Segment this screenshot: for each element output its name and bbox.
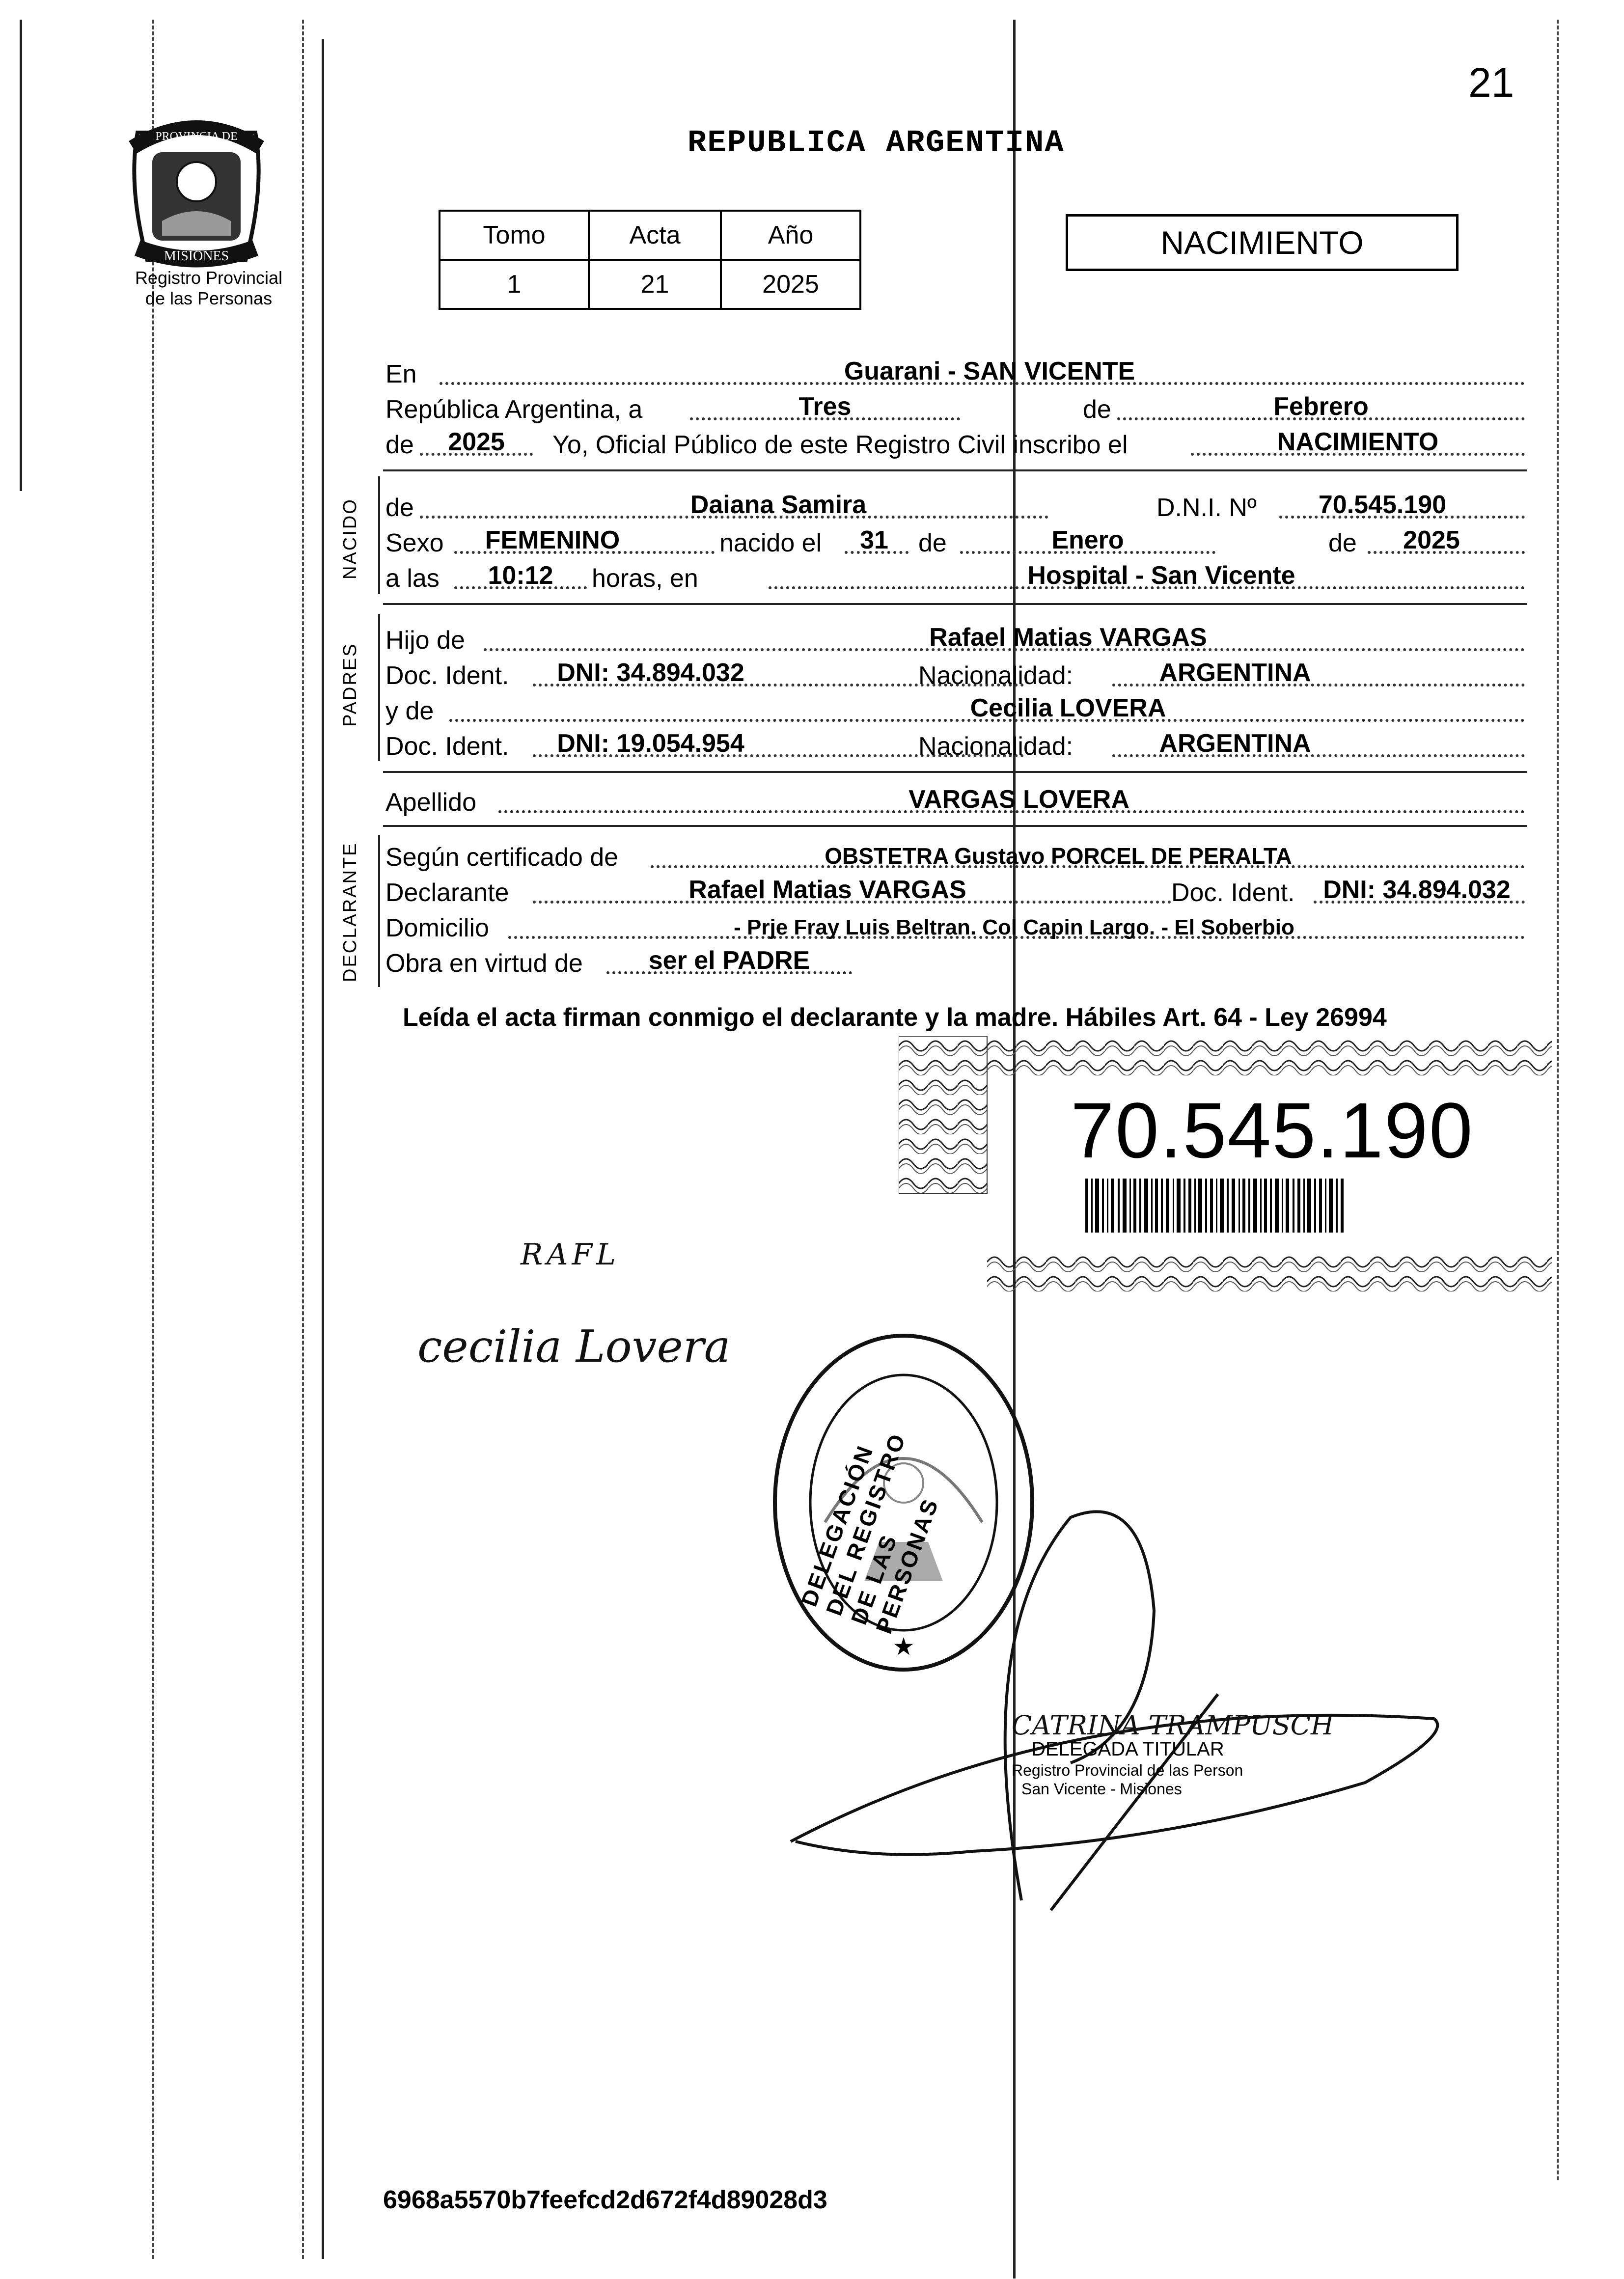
birth-year: 2025: [1403, 526, 1460, 554]
margin-line: [152, 20, 154, 2259]
relation-value: ser el PADRE: [648, 946, 810, 975]
surname-value: VARGAS LOVERA: [908, 785, 1129, 814]
birth-place: Hospital - San Vicente: [1027, 561, 1295, 590]
father-doc: DNI: 34.894.032: [557, 659, 744, 687]
sex-value: FEMENINO: [485, 526, 620, 554]
birth-time: 10:12: [488, 561, 553, 590]
official-office-2: San Vicente - Misiones: [1021, 1780, 1182, 1798]
stamp-ring-text: DELEGACIÓN DEL REGISTRO DE LAS PERSONAS: [796, 1429, 944, 1637]
mother-name: Cecilia LOVERA: [970, 694, 1166, 722]
mother-signature: cecilia Lovera: [417, 1321, 731, 1373]
seal-bottom-text: MISIONES: [164, 248, 229, 264]
birth-month: Enero: [1051, 526, 1124, 554]
document-hash: 6968a5570b7feefcd2d672f4d89028d3: [383, 2186, 827, 2214]
form-row-obra: Obra en virtud de ser el PADRE: [385, 947, 1525, 978]
form-row-madre: y de Cecilia LOVERA: [385, 694, 1525, 726]
section-label-declarante: DECLARANTE: [340, 842, 360, 982]
official-stamp-text: [1012, 1710, 1334, 1798]
certificate-issuer: OBSTETRA Gustavo PORCEL DE PERALTA: [825, 843, 1292, 869]
margin-line: [322, 39, 324, 2259]
father-nationality: ARGENTINA: [1159, 659, 1311, 687]
margin-line: [20, 20, 22, 491]
mother-nationality: ARGENTINA: [1159, 729, 1311, 758]
form-row-padre: Hijo de Rafael Matias VARGAS: [385, 624, 1525, 655]
form-row-certificado: Según certificado de OBSTETRA Gustavo PORCEL DE PERALTA: [385, 841, 1525, 872]
acta-header-anio: Año: [721, 211, 860, 260]
day-value: Tres: [798, 392, 852, 421]
father-name: Rafael Matias VARGAS: [929, 623, 1207, 652]
father-signature: RAFL: [521, 1237, 620, 1272]
official-name: CATRINA TRAMPUSCH: [1012, 1710, 1334, 1741]
child-dni: 70.545.190: [1318, 491, 1447, 519]
form-row-inscribo: de 2025 Yo, Oficial Público de este Registro Civil inscribo el NACIMIENTO: [385, 428, 1525, 460]
section-label-padres: PADRES: [340, 642, 360, 727]
acta-value-tomo: 1: [440, 260, 589, 309]
document-title: REPUBLICA ARGENTINA: [688, 126, 1065, 161]
form-row-hora: a las 10:12 horas, en Hospital - San Vicente: [385, 562, 1525, 593]
declarant-doc: DNI: 34.894.032: [1323, 876, 1511, 904]
official-office-1: Registro Provincial de las Person: [1012, 1761, 1243, 1779]
svg-text:★: ★: [892, 1633, 915, 1660]
acta-value-acta: 21: [589, 260, 721, 309]
acta-value-anio: 2025: [721, 260, 860, 309]
seal-top-text: PROVINCIA DE: [155, 130, 238, 143]
form-row-fecha: República Argentina, a Tres de Febrero: [385, 393, 1525, 424]
form-row-domicilio: Domicilio - Prje Fray Luis Beltran. Col Capin Largo. - El Soberbio: [385, 911, 1525, 943]
inscription-type: NACIMIENTO: [1277, 428, 1439, 456]
form-row-apellido: Apellido VARGAS LOVERA: [385, 786, 1525, 817]
province-seal-logo: [118, 113, 275, 275]
form-row-en: En Guarani - SAN VICENTE: [385, 357, 1525, 389]
page-number: 21: [1468, 59, 1514, 106]
section-label-nacido: NACIDO: [340, 498, 360, 579]
acta-header-acta: Acta: [589, 211, 721, 260]
form-row-doc1: Doc. Ident. DNI: 34.894.032 Nacionalidad: ARGENTINA: [385, 659, 1525, 690]
mother-doc: DNI: 19.054.954: [557, 729, 744, 758]
official-role: DELEGADA TITULAR: [1031, 1738, 1224, 1760]
acta-table: [439, 210, 861, 310]
acta-header-tomo: Tomo: [440, 211, 589, 260]
form-row-sexo: Sexo FEMENINO nacido el 31 de Enero de 2025: [385, 526, 1525, 558]
form-row-nombre: de Daiana Samira D.N.I. Nº 70.545.190: [385, 491, 1525, 522]
place-value: Guarani - SAN VICENTE: [844, 357, 1135, 385]
barcode: [1085, 1179, 1344, 1233]
form-row-declarante: Declarante Rafael Matias VARGAS Doc. Ident. DNI: 34.894.032: [385, 876, 1525, 907]
year-value: 2025: [448, 428, 505, 456]
id-sticker-number: 70.545.190: [1071, 1086, 1474, 1174]
declarant-name: Rafael Matias VARGAS: [688, 876, 966, 904]
legal-text: Leída el acta firman conmigo el declarante y la madre. Hábiles Art. 64 - Ley 26994: [403, 1003, 1387, 1032]
month-value: Febrero: [1273, 392, 1369, 421]
birth-day: 31: [860, 526, 888, 554]
child-name: Daiana Samira: [690, 491, 867, 519]
margin-line: [302, 20, 304, 2259]
registry-label: Registro Provincial de las Personas: [135, 268, 283, 308]
record-type-box: NACIMIENTO: [1066, 214, 1459, 271]
official-signature-stroke: [776, 1488, 1473, 1930]
margin-line: [1557, 20, 1559, 2180]
form-row-doc2: Doc. Ident. DNI: 19.054.954 Nacionalidad: ARGENTINA: [385, 730, 1525, 761]
address-value: - Prje Fray Luis Beltran. Col Capin Largo. - El Soberbio: [734, 915, 1294, 939]
